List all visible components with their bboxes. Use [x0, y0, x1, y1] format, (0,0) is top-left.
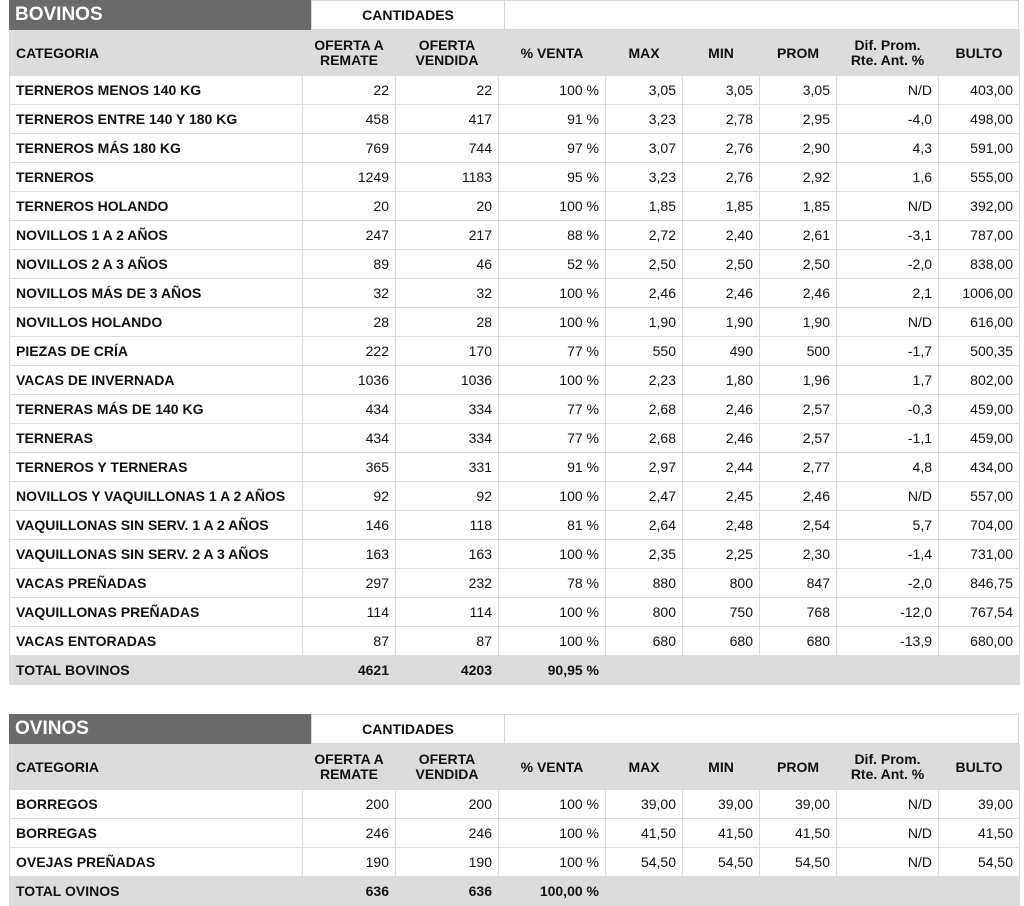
dif-prom-cell: 5,7 [837, 511, 939, 540]
category-cell: NOVILLOS Y VAQUILLONAS 1 A 2 AÑOS [10, 482, 303, 511]
prom-cell: 2,61 [760, 221, 837, 250]
bulto-cell: 434,00 [939, 453, 1020, 482]
category-cell: NOVILLOS 2 A 3 AÑOS [10, 250, 303, 279]
oferta-remate-cell: 200 [303, 790, 396, 819]
oferta-vendida-cell: 417 [396, 105, 499, 134]
pct-venta-cell: 97 % [499, 134, 606, 163]
oferta-vendida-cell: 232 [396, 569, 499, 598]
min-cell: 750 [683, 598, 760, 627]
min-cell: 2,25 [683, 540, 760, 569]
header-bulto: BULTO [939, 31, 1020, 76]
dif-prom-cell: 2,1 [837, 279, 939, 308]
min-cell: 39,00 [683, 790, 760, 819]
min-cell: 2,46 [683, 279, 760, 308]
table-row [10, 279, 1020, 308]
prom-cell: 1,85 [760, 192, 837, 221]
oferta-remate-cell: 1249 [303, 163, 396, 192]
min-cell: 490 [683, 337, 760, 366]
bulto-cell: 392,00 [939, 192, 1020, 221]
ovinos-cantidades-label: CANTIDADES [311, 714, 505, 744]
min-cell: 2,76 [683, 163, 760, 192]
oferta-remate-cell: 769 [303, 134, 396, 163]
max-cell: 2,50 [606, 250, 683, 279]
header-min: MIN [683, 745, 760, 790]
oferta-vendida-cell: 163 [396, 540, 499, 569]
ovinos-title: OVINOS [9, 714, 311, 744]
min-cell: 2,48 [683, 511, 760, 540]
min-cell: 41,50 [683, 819, 760, 848]
total-oferta-remate-cell: 4621 [303, 656, 396, 685]
category-cell: NOVILLOS HOLANDO [10, 308, 303, 337]
oferta-vendida-cell: 334 [396, 424, 499, 453]
oferta-remate-cell: 87 [303, 627, 396, 656]
oferta-remate-cell: 434 [303, 395, 396, 424]
min-cell: 2,40 [683, 221, 760, 250]
bulto-cell: 731,00 [939, 540, 1020, 569]
bulto-cell: 680,00 [939, 627, 1020, 656]
pct-venta-cell: 95 % [499, 163, 606, 192]
oferta-remate-cell: 222 [303, 337, 396, 366]
pct-venta-cell: 100 % [499, 540, 606, 569]
category-cell: VACAS DE INVERNADA [10, 366, 303, 395]
min-cell: 3,05 [683, 76, 760, 105]
max-cell: 680 [606, 627, 683, 656]
bulto-cell: 838,00 [939, 250, 1020, 279]
dif-prom-cell: -1,1 [837, 424, 939, 453]
prom-cell: 2,30 [760, 540, 837, 569]
bulto-cell: 846,75 [939, 569, 1020, 598]
max-cell: 2,46 [606, 279, 683, 308]
table-row [10, 790, 1020, 819]
total-row-filler [606, 877, 1020, 906]
max-cell: 880 [606, 569, 683, 598]
table-row [10, 134, 1020, 163]
dif-prom-cell: -1,4 [837, 540, 939, 569]
header-bulto: BULTO [939, 745, 1020, 790]
header-oferta-remate [303, 31, 396, 76]
category-cell: TERNERAS [10, 424, 303, 453]
header-oferta-vendida [396, 31, 499, 76]
header-dif-prom-l1: Dif. Prom. [854, 751, 921, 767]
header-oferta-vendida-l1: OFERTA [418, 37, 476, 53]
category-cell: TERNEROS [10, 163, 303, 192]
table-row [10, 250, 1020, 279]
oferta-vendida-cell: 1036 [396, 366, 499, 395]
category-cell: VAQUILLONAS SIN SERV. 2 A 3 AÑOS [10, 540, 303, 569]
table-row [10, 598, 1020, 627]
min-cell: 2,76 [683, 134, 760, 163]
oferta-remate-cell: 365 [303, 453, 396, 482]
header-pct-venta: % VENTA [499, 31, 606, 76]
category-cell: PIEZAS DE CRÍA [10, 337, 303, 366]
oferta-vendida-cell: 28 [396, 308, 499, 337]
oferta-vendida-cell: 744 [396, 134, 499, 163]
bulto-cell: 41,50 [939, 819, 1020, 848]
oferta-remate-cell: 22 [303, 76, 396, 105]
table-row [10, 848, 1020, 877]
bulto-cell: 403,00 [939, 76, 1020, 105]
pct-venta-cell: 77 % [499, 395, 606, 424]
oferta-vendida-cell: 87 [396, 627, 499, 656]
dif-prom-cell: -3,1 [837, 221, 939, 250]
table-row [10, 453, 1020, 482]
pct-venta-cell: 100 % [499, 279, 606, 308]
table-row [10, 105, 1020, 134]
dif-prom-cell: -2,0 [837, 569, 939, 598]
pct-venta-cell: 81 % [499, 511, 606, 540]
oferta-vendida-cell: 190 [396, 848, 499, 877]
bulto-cell: 1006,00 [939, 279, 1020, 308]
oferta-remate-cell: 20 [303, 192, 396, 221]
header-oferta-remate-l2: REMATE [319, 52, 379, 68]
header-dif-prom [837, 745, 939, 790]
table-row [10, 308, 1020, 337]
bulto-cell: 557,00 [939, 482, 1020, 511]
max-cell: 2,68 [606, 395, 683, 424]
min-cell: 1,80 [683, 366, 760, 395]
prom-cell: 41,50 [760, 819, 837, 848]
dif-prom-cell: N/D [837, 848, 939, 877]
max-cell: 800 [606, 598, 683, 627]
dif-prom-cell: -12,0 [837, 598, 939, 627]
table-row [10, 221, 1020, 250]
max-cell: 39,00 [606, 790, 683, 819]
total-category-cell: TOTAL OVINOS [10, 877, 303, 906]
table-row [10, 192, 1020, 221]
dif-prom-cell: N/D [837, 308, 939, 337]
min-cell: 2,44 [683, 453, 760, 482]
bovinos-table [9, 30, 1020, 685]
header-prom: PROM [760, 31, 837, 76]
prom-cell: 2,90 [760, 134, 837, 163]
header-max: MAX [606, 31, 683, 76]
bulto-cell: 54,50 [939, 848, 1020, 877]
header-oferta-remate-l1: OFERTA A [314, 37, 384, 53]
bovinos-section-header [9, 0, 1019, 30]
min-cell: 2,45 [683, 482, 760, 511]
header-oferta-remate-l2: REMATE [319, 766, 379, 782]
category-cell: NOVILLOS MÁS DE 3 AÑOS [10, 279, 303, 308]
max-cell: 2,64 [606, 511, 683, 540]
table-row [10, 569, 1020, 598]
bovinos-cantidades-label: CANTIDADES [311, 0, 505, 30]
max-cell: 3,05 [606, 76, 683, 105]
bulto-cell: 591,00 [939, 134, 1020, 163]
ovinos-header-row [10, 745, 1020, 790]
oferta-remate-cell: 32 [303, 279, 396, 308]
header-dif-prom [837, 31, 939, 76]
pct-venta-cell: 100 % [499, 598, 606, 627]
oferta-remate-cell: 297 [303, 569, 396, 598]
prom-cell: 39,00 [760, 790, 837, 819]
min-cell: 680 [683, 627, 760, 656]
header-oferta-remate [303, 745, 396, 790]
oferta-vendida-cell: 118 [396, 511, 499, 540]
max-cell: 2,97 [606, 453, 683, 482]
category-cell: VACAS PREÑADAS [10, 569, 303, 598]
header-prom: PROM [760, 745, 837, 790]
dif-prom-cell: 4,3 [837, 134, 939, 163]
prom-cell: 2,92 [760, 163, 837, 192]
prom-cell: 2,50 [760, 250, 837, 279]
oferta-vendida-cell: 334 [396, 395, 499, 424]
dif-prom-cell: N/D [837, 76, 939, 105]
table-row [10, 819, 1020, 848]
min-cell: 1,85 [683, 192, 760, 221]
dif-prom-cell: 4,8 [837, 453, 939, 482]
bulto-cell: 459,00 [939, 424, 1020, 453]
prom-cell: 2,46 [760, 279, 837, 308]
category-cell: TERNEROS Y TERNERAS [10, 453, 303, 482]
category-cell: VACAS ENTORADAS [10, 627, 303, 656]
header-dif-prom-l2: Rte. Ant. % [850, 52, 925, 68]
pct-venta-cell: 88 % [499, 221, 606, 250]
prom-cell: 2,57 [760, 395, 837, 424]
pct-venta-cell: 52 % [499, 250, 606, 279]
oferta-vendida-cell: 200 [396, 790, 499, 819]
header-oferta-remate-l1: OFERTA A [314, 751, 384, 767]
bulto-cell: 500,35 [939, 337, 1020, 366]
header-categoria: CATEGORIA [10, 745, 303, 790]
dif-prom-cell: -13,9 [837, 627, 939, 656]
table-row [10, 337, 1020, 366]
oferta-remate-cell: 28 [303, 308, 396, 337]
bulto-cell: 616,00 [939, 308, 1020, 337]
table-row [10, 163, 1020, 192]
prom-cell: 3,05 [760, 76, 837, 105]
dif-prom-cell: -1,7 [837, 337, 939, 366]
dif-prom-cell: N/D [837, 790, 939, 819]
category-cell: NOVILLOS 1 A 2 AÑOS [10, 221, 303, 250]
category-cell: BORREGOS [10, 790, 303, 819]
max-cell: 3,23 [606, 163, 683, 192]
oferta-vendida-cell: 217 [396, 221, 499, 250]
dif-prom-cell: N/D [837, 192, 939, 221]
bulto-cell: 802,00 [939, 366, 1020, 395]
pct-venta-cell: 77 % [499, 337, 606, 366]
pct-venta-cell: 100 % [499, 192, 606, 221]
header-oferta-vendida-l2: VENDIDA [415, 52, 479, 68]
max-cell: 2,72 [606, 221, 683, 250]
total-row [10, 877, 1020, 906]
max-cell: 1,85 [606, 192, 683, 221]
oferta-vendida-cell: 22 [396, 76, 499, 105]
bulto-cell: 459,00 [939, 395, 1020, 424]
pct-venta-cell: 100 % [499, 308, 606, 337]
total-oferta-remate-cell: 636 [303, 877, 396, 906]
ovinos-section-header [9, 714, 1019, 744]
oferta-remate-cell: 146 [303, 511, 396, 540]
table-row [10, 424, 1020, 453]
pct-venta-cell: 100 % [499, 848, 606, 877]
oferta-remate-cell: 434 [303, 424, 396, 453]
oferta-remate-cell: 246 [303, 819, 396, 848]
max-cell: 1,90 [606, 308, 683, 337]
pct-venta-cell: 100 % [499, 627, 606, 656]
prom-cell: 1,96 [760, 366, 837, 395]
category-cell: TERNERAS MÁS DE 140 KG [10, 395, 303, 424]
dif-prom-cell: -0,3 [837, 395, 939, 424]
max-cell: 2,68 [606, 424, 683, 453]
pct-venta-cell: 100 % [499, 482, 606, 511]
oferta-vendida-cell: 246 [396, 819, 499, 848]
table-row [10, 511, 1020, 540]
oferta-vendida-cell: 46 [396, 250, 499, 279]
prom-cell: 847 [760, 569, 837, 598]
oferta-vendida-cell: 331 [396, 453, 499, 482]
min-cell: 54,50 [683, 848, 760, 877]
header-max: MAX [606, 745, 683, 790]
oferta-vendida-cell: 1183 [396, 163, 499, 192]
oferta-vendida-cell: 92 [396, 482, 499, 511]
category-cell: BORREGAS [10, 819, 303, 848]
bulto-cell: 767,54 [939, 598, 1020, 627]
table-row [10, 395, 1020, 424]
prom-cell: 2,46 [760, 482, 837, 511]
category-cell: TERNEROS MÁS 180 KG [10, 134, 303, 163]
dif-prom-cell: N/D [837, 482, 939, 511]
category-cell: OVEJAS PREÑADAS [10, 848, 303, 877]
ovinos-section [9, 714, 1019, 906]
pct-venta-cell: 100 % [499, 366, 606, 395]
oferta-remate-cell: 190 [303, 848, 396, 877]
header-oferta-vendida-l2: VENDIDA [415, 766, 479, 782]
pct-venta-cell: 100 % [499, 819, 606, 848]
total-oferta-vendida-cell: 636 [396, 877, 499, 906]
min-cell: 2,78 [683, 105, 760, 134]
max-cell: 41,50 [606, 819, 683, 848]
total-category-cell: TOTAL BOVINOS [10, 656, 303, 685]
max-cell: 2,35 [606, 540, 683, 569]
bulto-cell: 498,00 [939, 105, 1020, 134]
total-row-filler [606, 656, 1020, 685]
table-row [10, 482, 1020, 511]
dif-prom-cell: 1,7 [837, 366, 939, 395]
dif-prom-cell: 1,6 [837, 163, 939, 192]
category-cell: TERNEROS MENOS 140 KG [10, 76, 303, 105]
prom-cell: 2,77 [760, 453, 837, 482]
header-categoria: CATEGORIA [10, 31, 303, 76]
category-cell: TERNEROS HOLANDO [10, 192, 303, 221]
total-pct-venta-cell: 100,00 % [499, 877, 606, 906]
header-oferta-vendida [396, 745, 499, 790]
pct-venta-cell: 77 % [499, 424, 606, 453]
oferta-vendida-cell: 32 [396, 279, 499, 308]
total-oferta-vendida-cell: 4203 [396, 656, 499, 685]
table-row [10, 366, 1020, 395]
prom-cell: 2,57 [760, 424, 837, 453]
min-cell: 1,90 [683, 308, 760, 337]
header-min: MIN [683, 31, 760, 76]
oferta-vendida-cell: 114 [396, 598, 499, 627]
max-cell: 54,50 [606, 848, 683, 877]
ovinos-header-blank [505, 714, 1019, 744]
bulto-cell: 704,00 [939, 511, 1020, 540]
bulto-cell: 39,00 [939, 790, 1020, 819]
oferta-remate-cell: 247 [303, 221, 396, 250]
table-row [10, 627, 1020, 656]
min-cell: 800 [683, 569, 760, 598]
oferta-vendida-cell: 170 [396, 337, 499, 366]
pct-venta-cell: 100 % [499, 790, 606, 819]
oferta-remate-cell: 92 [303, 482, 396, 511]
pct-venta-cell: 91 % [499, 453, 606, 482]
min-cell: 2,46 [683, 395, 760, 424]
table-row [10, 540, 1020, 569]
oferta-remate-cell: 89 [303, 250, 396, 279]
dif-prom-cell: -2,0 [837, 250, 939, 279]
table-row [10, 76, 1020, 105]
header-oferta-vendida-l1: OFERTA [418, 751, 476, 767]
prom-cell: 768 [760, 598, 837, 627]
max-cell: 3,23 [606, 105, 683, 134]
header-pct-venta: % VENTA [499, 745, 606, 790]
prom-cell: 1,90 [760, 308, 837, 337]
max-cell: 3,07 [606, 134, 683, 163]
prom-cell: 680 [760, 627, 837, 656]
prom-cell: 2,95 [760, 105, 837, 134]
total-pct-venta-cell: 90,95 % [499, 656, 606, 685]
bulto-cell: 555,00 [939, 163, 1020, 192]
bovinos-section [9, 0, 1019, 685]
header-dif-prom-l1: Dif. Prom. [854, 37, 921, 53]
category-cell: VAQUILLONAS PREÑADAS [10, 598, 303, 627]
bovinos-header-blank [505, 0, 1019, 30]
prom-cell: 500 [760, 337, 837, 366]
oferta-remate-cell: 458 [303, 105, 396, 134]
oferta-remate-cell: 1036 [303, 366, 396, 395]
pct-venta-cell: 100 % [499, 76, 606, 105]
max-cell: 2,47 [606, 482, 683, 511]
oferta-remate-cell: 114 [303, 598, 396, 627]
total-row [10, 656, 1020, 685]
pct-venta-cell: 78 % [499, 569, 606, 598]
bulto-cell: 787,00 [939, 221, 1020, 250]
bovinos-header-row [10, 31, 1020, 76]
dif-prom-cell: N/D [837, 819, 939, 848]
max-cell: 2,23 [606, 366, 683, 395]
pct-venta-cell: 91 % [499, 105, 606, 134]
min-cell: 2,50 [683, 250, 760, 279]
prom-cell: 2,54 [760, 511, 837, 540]
max-cell: 550 [606, 337, 683, 366]
ovinos-table [9, 744, 1020, 906]
bovinos-title: BOVINOS [9, 0, 311, 30]
category-cell: TERNEROS ENTRE 140 Y 180 KG [10, 105, 303, 134]
header-dif-prom-l2: Rte. Ant. % [850, 766, 925, 782]
min-cell: 2,46 [683, 424, 760, 453]
oferta-vendida-cell: 20 [396, 192, 499, 221]
oferta-remate-cell: 163 [303, 540, 396, 569]
dif-prom-cell: -4,0 [837, 105, 939, 134]
category-cell: VAQUILLONAS SIN SERV. 1 A 2 AÑOS [10, 511, 303, 540]
prom-cell: 54,50 [760, 848, 837, 877]
